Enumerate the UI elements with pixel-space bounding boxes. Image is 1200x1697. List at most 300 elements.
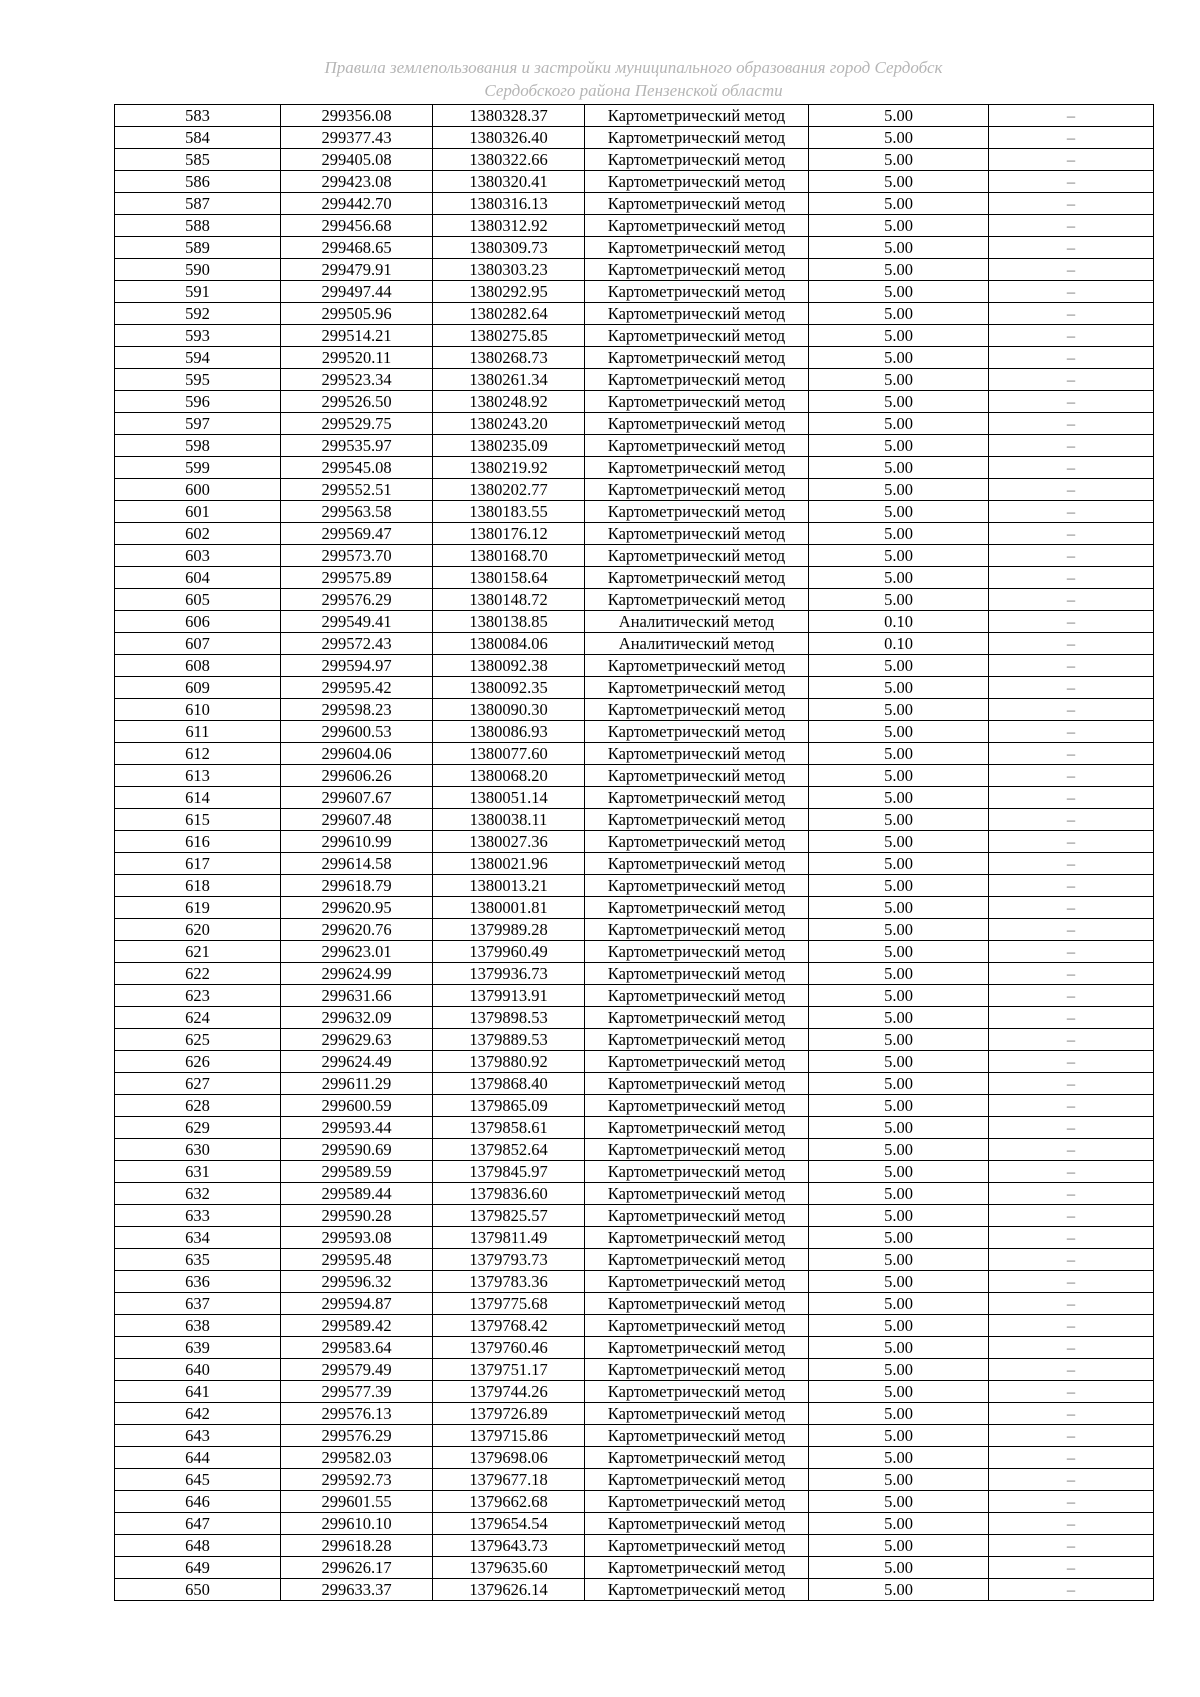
note-cell: – — [989, 1579, 1154, 1601]
table-row — [115, 1579, 1154, 1601]
method-cell: Картометрический метод — [585, 1117, 809, 1139]
point-number-cell: 607 — [115, 633, 281, 655]
note-cell: – — [989, 347, 1154, 369]
accuracy-cell: 5.00 — [809, 677, 989, 699]
table-row — [115, 1381, 1154, 1403]
table-row — [115, 369, 1154, 391]
y-coordinate-cell: 1379698.06 — [433, 1447, 585, 1469]
table-row — [115, 1249, 1154, 1271]
point-number-cell: 621 — [115, 941, 281, 963]
accuracy-cell: 5.00 — [809, 985, 989, 1007]
method-cell: Картометрический метод — [585, 281, 809, 303]
table-row — [115, 303, 1154, 325]
table-row — [115, 787, 1154, 809]
header-line-2: Сердобского района Пензенской области — [484, 81, 783, 100]
accuracy-cell: 5.00 — [809, 941, 989, 963]
note-cell: – — [989, 171, 1154, 193]
y-coordinate-cell: 1380219.92 — [433, 457, 585, 479]
accuracy-cell: 5.00 — [809, 523, 989, 545]
method-cell: Картометрический метод — [585, 809, 809, 831]
x-coordinate-cell: 299632.09 — [281, 1007, 433, 1029]
x-coordinate-cell: 299592.73 — [281, 1469, 433, 1491]
x-coordinate-cell: 299624.99 — [281, 963, 433, 985]
note-cell: – — [989, 237, 1154, 259]
point-number-cell: 590 — [115, 259, 281, 281]
point-number-cell: 598 — [115, 435, 281, 457]
x-coordinate-cell: 299576.29 — [281, 589, 433, 611]
note-cell: – — [989, 919, 1154, 941]
point-number-cell: 639 — [115, 1337, 281, 1359]
y-coordinate-cell: 1379865.09 — [433, 1095, 585, 1117]
note-cell: – — [989, 1425, 1154, 1447]
y-coordinate-cell: 1379751.17 — [433, 1359, 585, 1381]
accuracy-cell: 5.00 — [809, 413, 989, 435]
point-number-cell: 620 — [115, 919, 281, 941]
method-cell: Картометрический метод — [585, 435, 809, 457]
x-coordinate-cell: 299620.95 — [281, 897, 433, 919]
x-coordinate-cell: 299633.37 — [281, 1579, 433, 1601]
accuracy-cell: 5.00 — [809, 1513, 989, 1535]
x-coordinate-cell: 299610.10 — [281, 1513, 433, 1535]
table-row — [115, 633, 1154, 655]
point-number-cell: 606 — [115, 611, 281, 633]
table-row — [115, 655, 1154, 677]
table-row — [115, 149, 1154, 171]
x-coordinate-cell: 299595.48 — [281, 1249, 433, 1271]
point-number-cell: 649 — [115, 1557, 281, 1579]
note-cell: – — [989, 1535, 1154, 1557]
accuracy-cell: 5.00 — [809, 127, 989, 149]
point-number-cell: 586 — [115, 171, 281, 193]
x-coordinate-cell: 299593.08 — [281, 1227, 433, 1249]
x-coordinate-cell: 299545.08 — [281, 457, 433, 479]
note-cell: – — [989, 127, 1154, 149]
table-row — [115, 281, 1154, 303]
method-cell: Картометрический метод — [585, 391, 809, 413]
x-coordinate-cell: 299618.28 — [281, 1535, 433, 1557]
note-cell: – — [989, 1117, 1154, 1139]
method-cell: Картометрический метод — [585, 1381, 809, 1403]
x-coordinate-cell: 299629.63 — [281, 1029, 433, 1051]
x-coordinate-cell: 299626.17 — [281, 1557, 433, 1579]
x-coordinate-cell: 299618.79 — [281, 875, 433, 897]
note-cell: – — [989, 677, 1154, 699]
method-cell: Картометрический метод — [585, 1271, 809, 1293]
y-coordinate-cell: 1379715.86 — [433, 1425, 585, 1447]
x-coordinate-cell: 299377.43 — [281, 127, 433, 149]
page-header — [115, 56, 1152, 102]
table-row — [115, 1491, 1154, 1513]
x-coordinate-cell: 299589.42 — [281, 1315, 433, 1337]
y-coordinate-cell: 1380235.09 — [433, 435, 585, 457]
point-number-cell: 610 — [115, 699, 281, 721]
method-cell: Картометрический метод — [585, 1359, 809, 1381]
accuracy-cell: 5.00 — [809, 1007, 989, 1029]
point-number-cell: 612 — [115, 743, 281, 765]
point-number-cell: 617 — [115, 853, 281, 875]
point-number-cell: 585 — [115, 149, 281, 171]
method-cell: Картометрический метод — [585, 1293, 809, 1315]
note-cell: – — [989, 1227, 1154, 1249]
accuracy-cell: 5.00 — [809, 369, 989, 391]
table-row — [115, 501, 1154, 523]
note-cell: – — [989, 589, 1154, 611]
y-coordinate-cell: 1380275.85 — [433, 325, 585, 347]
table-row — [115, 985, 1154, 1007]
method-cell: Картометрический метод — [585, 413, 809, 435]
table-row — [115, 1205, 1154, 1227]
point-number-cell: 642 — [115, 1403, 281, 1425]
point-number-cell: 599 — [115, 457, 281, 479]
table-row — [115, 545, 1154, 567]
note-cell: – — [989, 1051, 1154, 1073]
point-number-cell: 644 — [115, 1447, 281, 1469]
x-coordinate-cell: 299579.49 — [281, 1359, 433, 1381]
method-cell: Картометрический метод — [585, 1425, 809, 1447]
y-coordinate-cell: 1380202.77 — [433, 479, 585, 501]
accuracy-cell: 5.00 — [809, 1227, 989, 1249]
accuracy-cell: 5.00 — [809, 963, 989, 985]
table-row — [115, 237, 1154, 259]
note-cell: – — [989, 303, 1154, 325]
y-coordinate-cell: 1380292.95 — [433, 281, 585, 303]
y-coordinate-cell: 1380158.64 — [433, 567, 585, 589]
point-number-cell: 618 — [115, 875, 281, 897]
point-number-cell: 605 — [115, 589, 281, 611]
accuracy-cell: 5.00 — [809, 787, 989, 809]
y-coordinate-cell: 1379889.53 — [433, 1029, 585, 1051]
x-coordinate-cell: 299598.23 — [281, 699, 433, 721]
y-coordinate-cell: 1380282.64 — [433, 303, 585, 325]
point-number-cell: 636 — [115, 1271, 281, 1293]
y-coordinate-cell: 1380068.20 — [433, 765, 585, 787]
note-cell: – — [989, 1139, 1154, 1161]
method-cell: Картометрический метод — [585, 1315, 809, 1337]
x-coordinate-cell: 299607.67 — [281, 787, 433, 809]
x-coordinate-cell: 299423.08 — [281, 171, 433, 193]
y-coordinate-cell: 1380013.21 — [433, 875, 585, 897]
note-cell: – — [989, 809, 1154, 831]
accuracy-cell: 5.00 — [809, 281, 989, 303]
point-number-cell: 631 — [115, 1161, 281, 1183]
point-number-cell: 583 — [115, 105, 281, 127]
y-coordinate-cell: 1380248.92 — [433, 391, 585, 413]
y-coordinate-cell: 1380001.81 — [433, 897, 585, 919]
table-row — [115, 1073, 1154, 1095]
method-cell: Картометрический метод — [585, 1337, 809, 1359]
method-cell: Картометрический метод — [585, 171, 809, 193]
method-cell: Картометрический метод — [585, 1491, 809, 1513]
y-coordinate-cell: 1379836.60 — [433, 1183, 585, 1205]
table-row — [115, 1183, 1154, 1205]
point-number-cell: 648 — [115, 1535, 281, 1557]
x-coordinate-cell: 299600.59 — [281, 1095, 433, 1117]
method-cell: Картометрический метод — [585, 1469, 809, 1491]
x-coordinate-cell: 299529.75 — [281, 413, 433, 435]
table-row — [115, 1403, 1154, 1425]
accuracy-cell: 0.10 — [809, 633, 989, 655]
y-coordinate-cell: 1380051.14 — [433, 787, 585, 809]
x-coordinate-cell: 299572.43 — [281, 633, 433, 655]
x-coordinate-cell: 299569.47 — [281, 523, 433, 545]
note-cell: – — [989, 435, 1154, 457]
accuracy-cell: 0.10 — [809, 611, 989, 633]
table-row — [115, 677, 1154, 699]
x-coordinate-cell: 299456.68 — [281, 215, 433, 237]
table-row — [115, 1469, 1154, 1491]
note-cell: – — [989, 611, 1154, 633]
method-cell: Аналитический метод — [585, 611, 809, 633]
point-number-cell: 641 — [115, 1381, 281, 1403]
y-coordinate-cell: 1379913.91 — [433, 985, 585, 1007]
note-cell: – — [989, 1381, 1154, 1403]
table-row — [115, 193, 1154, 215]
x-coordinate-cell: 299575.89 — [281, 567, 433, 589]
table-row — [115, 1425, 1154, 1447]
y-coordinate-cell: 1379858.61 — [433, 1117, 585, 1139]
table-row — [115, 523, 1154, 545]
point-number-cell: 650 — [115, 1579, 281, 1601]
table-row — [115, 941, 1154, 963]
note-cell: – — [989, 985, 1154, 1007]
accuracy-cell: 5.00 — [809, 171, 989, 193]
point-number-cell: 595 — [115, 369, 281, 391]
table-row — [115, 1095, 1154, 1117]
point-number-cell: 616 — [115, 831, 281, 853]
accuracy-cell: 5.00 — [809, 1579, 989, 1601]
y-coordinate-cell: 1380021.96 — [433, 853, 585, 875]
table-row — [115, 127, 1154, 149]
point-number-cell: 594 — [115, 347, 281, 369]
accuracy-cell: 5.00 — [809, 1271, 989, 1293]
y-coordinate-cell: 1379677.18 — [433, 1469, 585, 1491]
y-coordinate-cell: 1380316.13 — [433, 193, 585, 215]
y-coordinate-cell: 1379744.26 — [433, 1381, 585, 1403]
x-coordinate-cell: 299614.58 — [281, 853, 433, 875]
method-cell: Картометрический метод — [585, 677, 809, 699]
method-cell: Картометрический метод — [585, 1535, 809, 1557]
point-number-cell: 646 — [115, 1491, 281, 1513]
accuracy-cell: 5.00 — [809, 699, 989, 721]
method-cell: Картометрический метод — [585, 1183, 809, 1205]
point-number-cell: 640 — [115, 1359, 281, 1381]
note-cell: – — [989, 743, 1154, 765]
accuracy-cell: 5.00 — [809, 853, 989, 875]
note-cell: – — [989, 1007, 1154, 1029]
method-cell: Картометрический метод — [585, 743, 809, 765]
accuracy-cell: 5.00 — [809, 1447, 989, 1469]
y-coordinate-cell: 1380328.37 — [433, 105, 585, 127]
table-row — [115, 435, 1154, 457]
table-row — [115, 1117, 1154, 1139]
method-cell: Картометрический метод — [585, 1051, 809, 1073]
y-coordinate-cell: 1380038.11 — [433, 809, 585, 831]
accuracy-cell: 5.00 — [809, 1425, 989, 1447]
x-coordinate-cell: 299589.44 — [281, 1183, 433, 1205]
point-number-cell: 592 — [115, 303, 281, 325]
point-number-cell: 584 — [115, 127, 281, 149]
method-cell: Картометрический метод — [585, 325, 809, 347]
accuracy-cell: 5.00 — [809, 1029, 989, 1051]
accuracy-cell: 5.00 — [809, 325, 989, 347]
header-line-1: Правила землепользования и застройки муниципального образования город Сердобск — [324, 58, 943, 77]
method-cell: Картометрический метод — [585, 1095, 809, 1117]
x-coordinate-cell: 299577.39 — [281, 1381, 433, 1403]
x-coordinate-cell: 299620.76 — [281, 919, 433, 941]
method-cell: Картометрический метод — [585, 699, 809, 721]
point-number-cell: 589 — [115, 237, 281, 259]
method-cell: Картометрический метод — [585, 941, 809, 963]
method-cell: Картометрический метод — [585, 721, 809, 743]
accuracy-cell: 5.00 — [809, 501, 989, 523]
y-coordinate-cell: 1379643.73 — [433, 1535, 585, 1557]
note-cell: – — [989, 699, 1154, 721]
note-cell: – — [989, 853, 1154, 875]
table-row — [115, 105, 1154, 127]
method-cell: Картометрический метод — [585, 831, 809, 853]
accuracy-cell: 5.00 — [809, 919, 989, 941]
method-cell: Картометрический метод — [585, 1249, 809, 1271]
table-row — [115, 809, 1154, 831]
method-cell: Картометрический метод — [585, 1227, 809, 1249]
method-cell: Картометрический метод — [585, 787, 809, 809]
x-coordinate-cell: 299583.64 — [281, 1337, 433, 1359]
table-row — [115, 171, 1154, 193]
accuracy-cell: 5.00 — [809, 1139, 989, 1161]
point-number-cell: 632 — [115, 1183, 281, 1205]
x-coordinate-cell: 299631.66 — [281, 985, 433, 1007]
method-cell: Картометрический метод — [585, 1513, 809, 1535]
table-row — [115, 1271, 1154, 1293]
x-coordinate-cell: 299611.29 — [281, 1073, 433, 1095]
y-coordinate-cell: 1379768.42 — [433, 1315, 585, 1337]
accuracy-cell: 5.00 — [809, 897, 989, 919]
x-coordinate-cell: 299624.49 — [281, 1051, 433, 1073]
note-cell: – — [989, 369, 1154, 391]
y-coordinate-cell: 1379989.28 — [433, 919, 585, 941]
note-cell: – — [989, 1403, 1154, 1425]
note-cell: – — [989, 501, 1154, 523]
table-row — [115, 1447, 1154, 1469]
x-coordinate-cell: 299594.87 — [281, 1293, 433, 1315]
method-cell: Картометрический метод — [585, 479, 809, 501]
method-cell: Картометрический метод — [585, 501, 809, 523]
y-coordinate-cell: 1379845.97 — [433, 1161, 585, 1183]
method-cell: Картометрический метод — [585, 1139, 809, 1161]
accuracy-cell: 5.00 — [809, 875, 989, 897]
accuracy-cell: 5.00 — [809, 809, 989, 831]
accuracy-cell: 5.00 — [809, 721, 989, 743]
point-number-cell: 645 — [115, 1469, 281, 1491]
y-coordinate-cell: 1380092.35 — [433, 677, 585, 699]
accuracy-cell: 5.00 — [809, 1491, 989, 1513]
accuracy-cell: 5.00 — [809, 545, 989, 567]
y-coordinate-cell: 1380090.30 — [433, 699, 585, 721]
point-number-cell: 637 — [115, 1293, 281, 1315]
x-coordinate-cell: 299607.48 — [281, 809, 433, 831]
y-coordinate-cell: 1379726.89 — [433, 1403, 585, 1425]
table-row — [115, 765, 1154, 787]
accuracy-cell: 5.00 — [809, 149, 989, 171]
note-cell: – — [989, 831, 1154, 853]
point-number-cell: 609 — [115, 677, 281, 699]
x-coordinate-cell: 299520.11 — [281, 347, 433, 369]
point-number-cell: 611 — [115, 721, 281, 743]
x-coordinate-cell: 299552.51 — [281, 479, 433, 501]
note-cell: – — [989, 105, 1154, 127]
point-number-cell: 615 — [115, 809, 281, 831]
point-number-cell: 643 — [115, 1425, 281, 1447]
y-coordinate-cell: 1379626.14 — [433, 1579, 585, 1601]
table-row — [115, 1337, 1154, 1359]
method-cell: Картометрический метод — [585, 1029, 809, 1051]
accuracy-cell: 5.00 — [809, 1249, 989, 1271]
accuracy-cell: 5.00 — [809, 457, 989, 479]
point-number-cell: 600 — [115, 479, 281, 501]
method-cell: Картометрический метод — [585, 523, 809, 545]
point-number-cell: 625 — [115, 1029, 281, 1051]
point-number-cell: 619 — [115, 897, 281, 919]
x-coordinate-cell: 299405.08 — [281, 149, 433, 171]
method-cell: Картометрический метод — [585, 1205, 809, 1227]
method-cell: Картометрический метод — [585, 1403, 809, 1425]
method-cell: Картометрический метод — [585, 655, 809, 677]
accuracy-cell: 5.00 — [809, 765, 989, 787]
accuracy-cell: 5.00 — [809, 1117, 989, 1139]
point-number-cell: 596 — [115, 391, 281, 413]
accuracy-cell: 5.00 — [809, 1095, 989, 1117]
point-number-cell: 626 — [115, 1051, 281, 1073]
table-row — [115, 215, 1154, 237]
note-cell: – — [989, 1161, 1154, 1183]
note-cell: – — [989, 281, 1154, 303]
point-number-cell: 587 — [115, 193, 281, 215]
accuracy-cell: 5.00 — [809, 1403, 989, 1425]
y-coordinate-cell: 1379898.53 — [433, 1007, 585, 1029]
accuracy-cell: 5.00 — [809, 479, 989, 501]
point-number-cell: 597 — [115, 413, 281, 435]
method-cell: Картометрический метод — [585, 1161, 809, 1183]
accuracy-cell: 5.00 — [809, 259, 989, 281]
method-cell: Картометрический метод — [585, 545, 809, 567]
method-cell: Картометрический метод — [585, 985, 809, 1007]
method-cell: Картометрический метод — [585, 369, 809, 391]
y-coordinate-cell: 1380176.12 — [433, 523, 585, 545]
y-coordinate-cell: 1380309.73 — [433, 237, 585, 259]
table-row — [115, 1359, 1154, 1381]
y-coordinate-cell: 1380084.06 — [433, 633, 585, 655]
method-cell: Картометрический метод — [585, 457, 809, 479]
point-number-cell: 627 — [115, 1073, 281, 1095]
y-coordinate-cell: 1380322.66 — [433, 149, 585, 171]
note-cell: – — [989, 633, 1154, 655]
point-number-cell: 603 — [115, 545, 281, 567]
x-coordinate-cell: 299604.06 — [281, 743, 433, 765]
table-row — [115, 963, 1154, 985]
method-cell: Картометрический метод — [585, 1073, 809, 1095]
note-cell: – — [989, 1029, 1154, 1051]
note-cell: – — [989, 963, 1154, 985]
table-row — [115, 1535, 1154, 1557]
method-cell: Картометрический метод — [585, 853, 809, 875]
note-cell: – — [989, 215, 1154, 237]
method-cell: Картометрический метод — [585, 1579, 809, 1601]
method-cell: Картометрический метод — [585, 149, 809, 171]
point-number-cell: 591 — [115, 281, 281, 303]
note-cell: – — [989, 897, 1154, 919]
point-number-cell: 602 — [115, 523, 281, 545]
method-cell: Картометрический метод — [585, 347, 809, 369]
